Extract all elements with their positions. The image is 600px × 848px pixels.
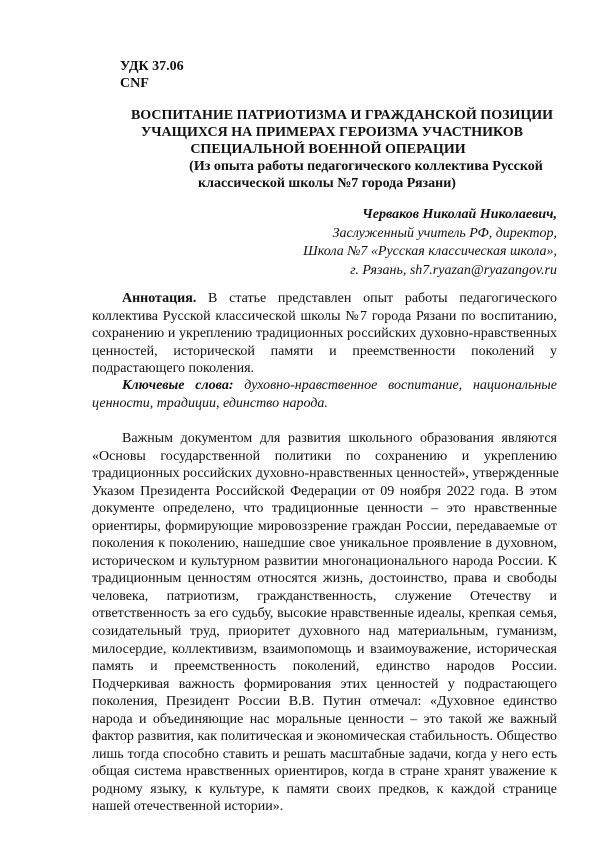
author-contact: г. Рязань, sh7.ryazan@ryazangov.ru bbox=[303, 262, 557, 281]
title-line: СПЕЦИАЛЬНОЙ ВОЕННОЙ ОПЕРАЦИИ bbox=[74, 141, 582, 158]
document-page bbox=[0, 0, 600, 848]
cnf-code: CNF bbox=[120, 75, 184, 92]
annotation-line: сохранению и укреплению традиционных российских духовно-нравственных bbox=[92, 325, 557, 343]
body-line: народа и объединяющие нас моральные ценности – это такой же важный bbox=[92, 711, 557, 729]
annotation-line: ценностей, исторической памяти и преемственности поколений у bbox=[92, 343, 557, 361]
author-school: Школа №7 «Русская классическая школа», bbox=[303, 243, 557, 262]
body-line: Указом Президента Российской Федерации от 09 ноября 2022 года. В этом bbox=[92, 483, 557, 501]
body-line: ориентиры, формирующие мировоззрение граждан России, передаваемые от bbox=[92, 518, 557, 536]
author-block bbox=[303, 206, 557, 280]
body-line: Подчеркивая важность формирования этих ценностей у подрастающего bbox=[92, 676, 557, 694]
annotation-line: подрастающего поколения. bbox=[92, 360, 557, 378]
body-text bbox=[92, 430, 557, 816]
annotation-line: коллектива Русской классической школы №7 города Рязани по воспитанию, bbox=[92, 308, 557, 326]
body-line: традиционным ценностям относятся жизнь, достоинство, права и свободы bbox=[92, 570, 557, 588]
keywords bbox=[92, 377, 557, 412]
body-line: память и преемственность поколений, единство народов России. bbox=[92, 658, 557, 676]
body-line: человека, патриотизм, гражданственность, служение Отечеству и bbox=[92, 588, 557, 606]
body-line: ответственность за его судьбу, высокие нравственные идеалы, крепкая семья, bbox=[92, 605, 557, 623]
body-line: Важным документом для развития школьного образования являются bbox=[92, 430, 557, 448]
body-line: милосердие, коллективизм, взаимопомощь и взаимоуважение, историческая bbox=[92, 641, 557, 659]
author-title: Заслуженный учитель РФ, директор, bbox=[303, 225, 557, 244]
title-line: УЧАЩИХСЯ НА ПРИМЕРАХ ГЕРОИЗМА УЧАСТНИКОВ bbox=[82, 124, 582, 141]
body-line: созидательный труд, приоритет духовного над материальным, гуманизм, bbox=[92, 623, 557, 641]
keywords-line: ценности, традиции, единство народа. bbox=[92, 395, 557, 413]
body-line: лишь тогда способно ставить и решать масштабные задачи, когда у него есть bbox=[92, 746, 557, 764]
udk-header bbox=[120, 58, 184, 92]
body-line: документе определено, что традиционные ценности – это нравственные bbox=[92, 500, 557, 518]
author-name: Черваков Николай Николаевич, bbox=[303, 206, 557, 225]
body-line: фактор развития, как политическая и экономическая стабильность. Общество bbox=[92, 728, 557, 746]
body-line: общая система нравственных ориентиров, когда в стране хранят уважение к bbox=[92, 763, 557, 781]
title-subtitle-line: классической школы №7 города Рязани) bbox=[72, 175, 582, 192]
body-line: традиционных российских духовно-нравственных ценностей», утвержденные bbox=[92, 465, 557, 483]
article-title bbox=[92, 107, 582, 192]
title-subtitle-line: (Из опыта работы педагогического коллектива Русской bbox=[150, 158, 582, 175]
body-line: поколения, Президент России В.В. Путин отмечал: «Духовное единство bbox=[92, 693, 557, 711]
body-line: поколения к поколению, нашедшие свое уникальное проявление в духовном, bbox=[92, 535, 557, 553]
body-line: историческом и культурном развитии многонационального народа России. К bbox=[92, 553, 557, 571]
annotation-line: В статье представлен опыт работы педагогического bbox=[208, 291, 557, 306]
annotation-label: Аннотация. bbox=[122, 291, 196, 306]
body-line: родному языку, к культуре, к памяти своих предков, к каждой странице bbox=[92, 781, 557, 799]
udk-code: УДК 37.06 bbox=[120, 58, 184, 75]
annotation bbox=[92, 290, 557, 378]
keywords-label: Ключевые слова: bbox=[122, 378, 233, 393]
keywords-line: духовно-нравственное воспитание, национальные bbox=[244, 378, 557, 393]
body-line: «Основы государственной политики по сохранению и укреплению bbox=[92, 448, 557, 466]
title-line: ВОСПИТАНИЕ ПАТРИОТИЗМА И ГРАЖДАНСКОЙ ПОЗИЦИИ bbox=[102, 107, 582, 124]
body-line: нашей отечественной истории». bbox=[92, 798, 557, 816]
